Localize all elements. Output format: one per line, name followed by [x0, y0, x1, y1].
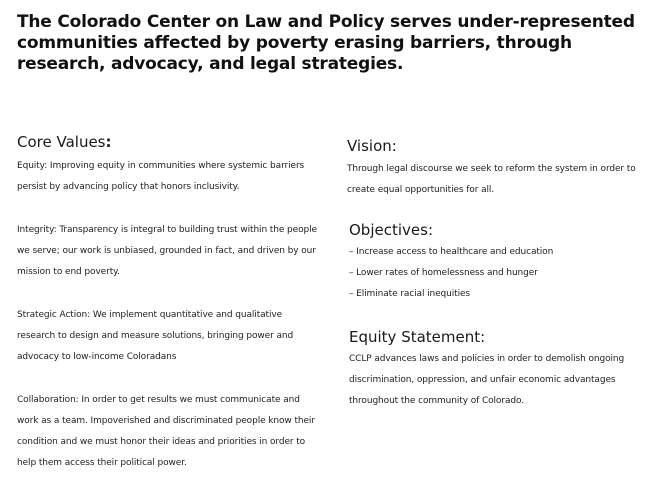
objectives-list — [349, 242, 639, 305]
core-values-title-colon: : — [105, 133, 112, 151]
core-value-collaboration: Collaboration: In order to get results we must communicate and work as a team. Impoverished and discriminated people know their condition and we must honor their ideas and priorities in order to help them access their political power. — [17, 395, 315, 468]
core-values-section — [17, 132, 317, 468]
core-value-strategic-action: Strategic Action: We implement quantitative and qualitative research to design and measure solutions, bringing power and advocacy to low-income Coloradans — [17, 310, 294, 362]
mission-headline: The Colorado Center on Law and Policy serves under-represented communities affected by poverty erasing barriers, through research, advocacy, and legal strategies. — [17, 12, 635, 74]
objective-item: – Eliminate racial inequities — [349, 289, 471, 299]
core-values-title — [17, 132, 317, 152]
core-value-equity: Equity: Improving equity in communities where systemic barriers persist by advancing policy that honors inclusivity. — [17, 161, 305, 192]
objective-item: – Lower rates of homelessness and hunger — [349, 268, 538, 278]
equity-statement-title: Equity Statement: — [349, 328, 486, 346]
objectives-title: Objectives: — [349, 221, 433, 239]
objectives-section — [349, 220, 639, 305]
core-value-integrity: Integrity: Transparency is integral to building trust within the people we serve; our work is unbiased, grounded in fact, and driven by our mission to end poverty. — [17, 225, 317, 277]
core-values-title-text: Core Values — [17, 133, 106, 151]
vision-section — [347, 136, 637, 201]
equity-statement-text: CCLP advances laws and policies in order to demolish ongoing discrimination, oppression, and unfair economic advantages throughout the community of Colorado. — [349, 354, 625, 406]
objective-item: – Increase access to healthcare and education — [349, 247, 554, 257]
vision-title: Vision: — [347, 137, 397, 155]
equity-statement-section — [349, 327, 639, 412]
vision-text: Through legal discourse we seek to reform the system in order to create equal opportunities for all. — [347, 164, 636, 195]
